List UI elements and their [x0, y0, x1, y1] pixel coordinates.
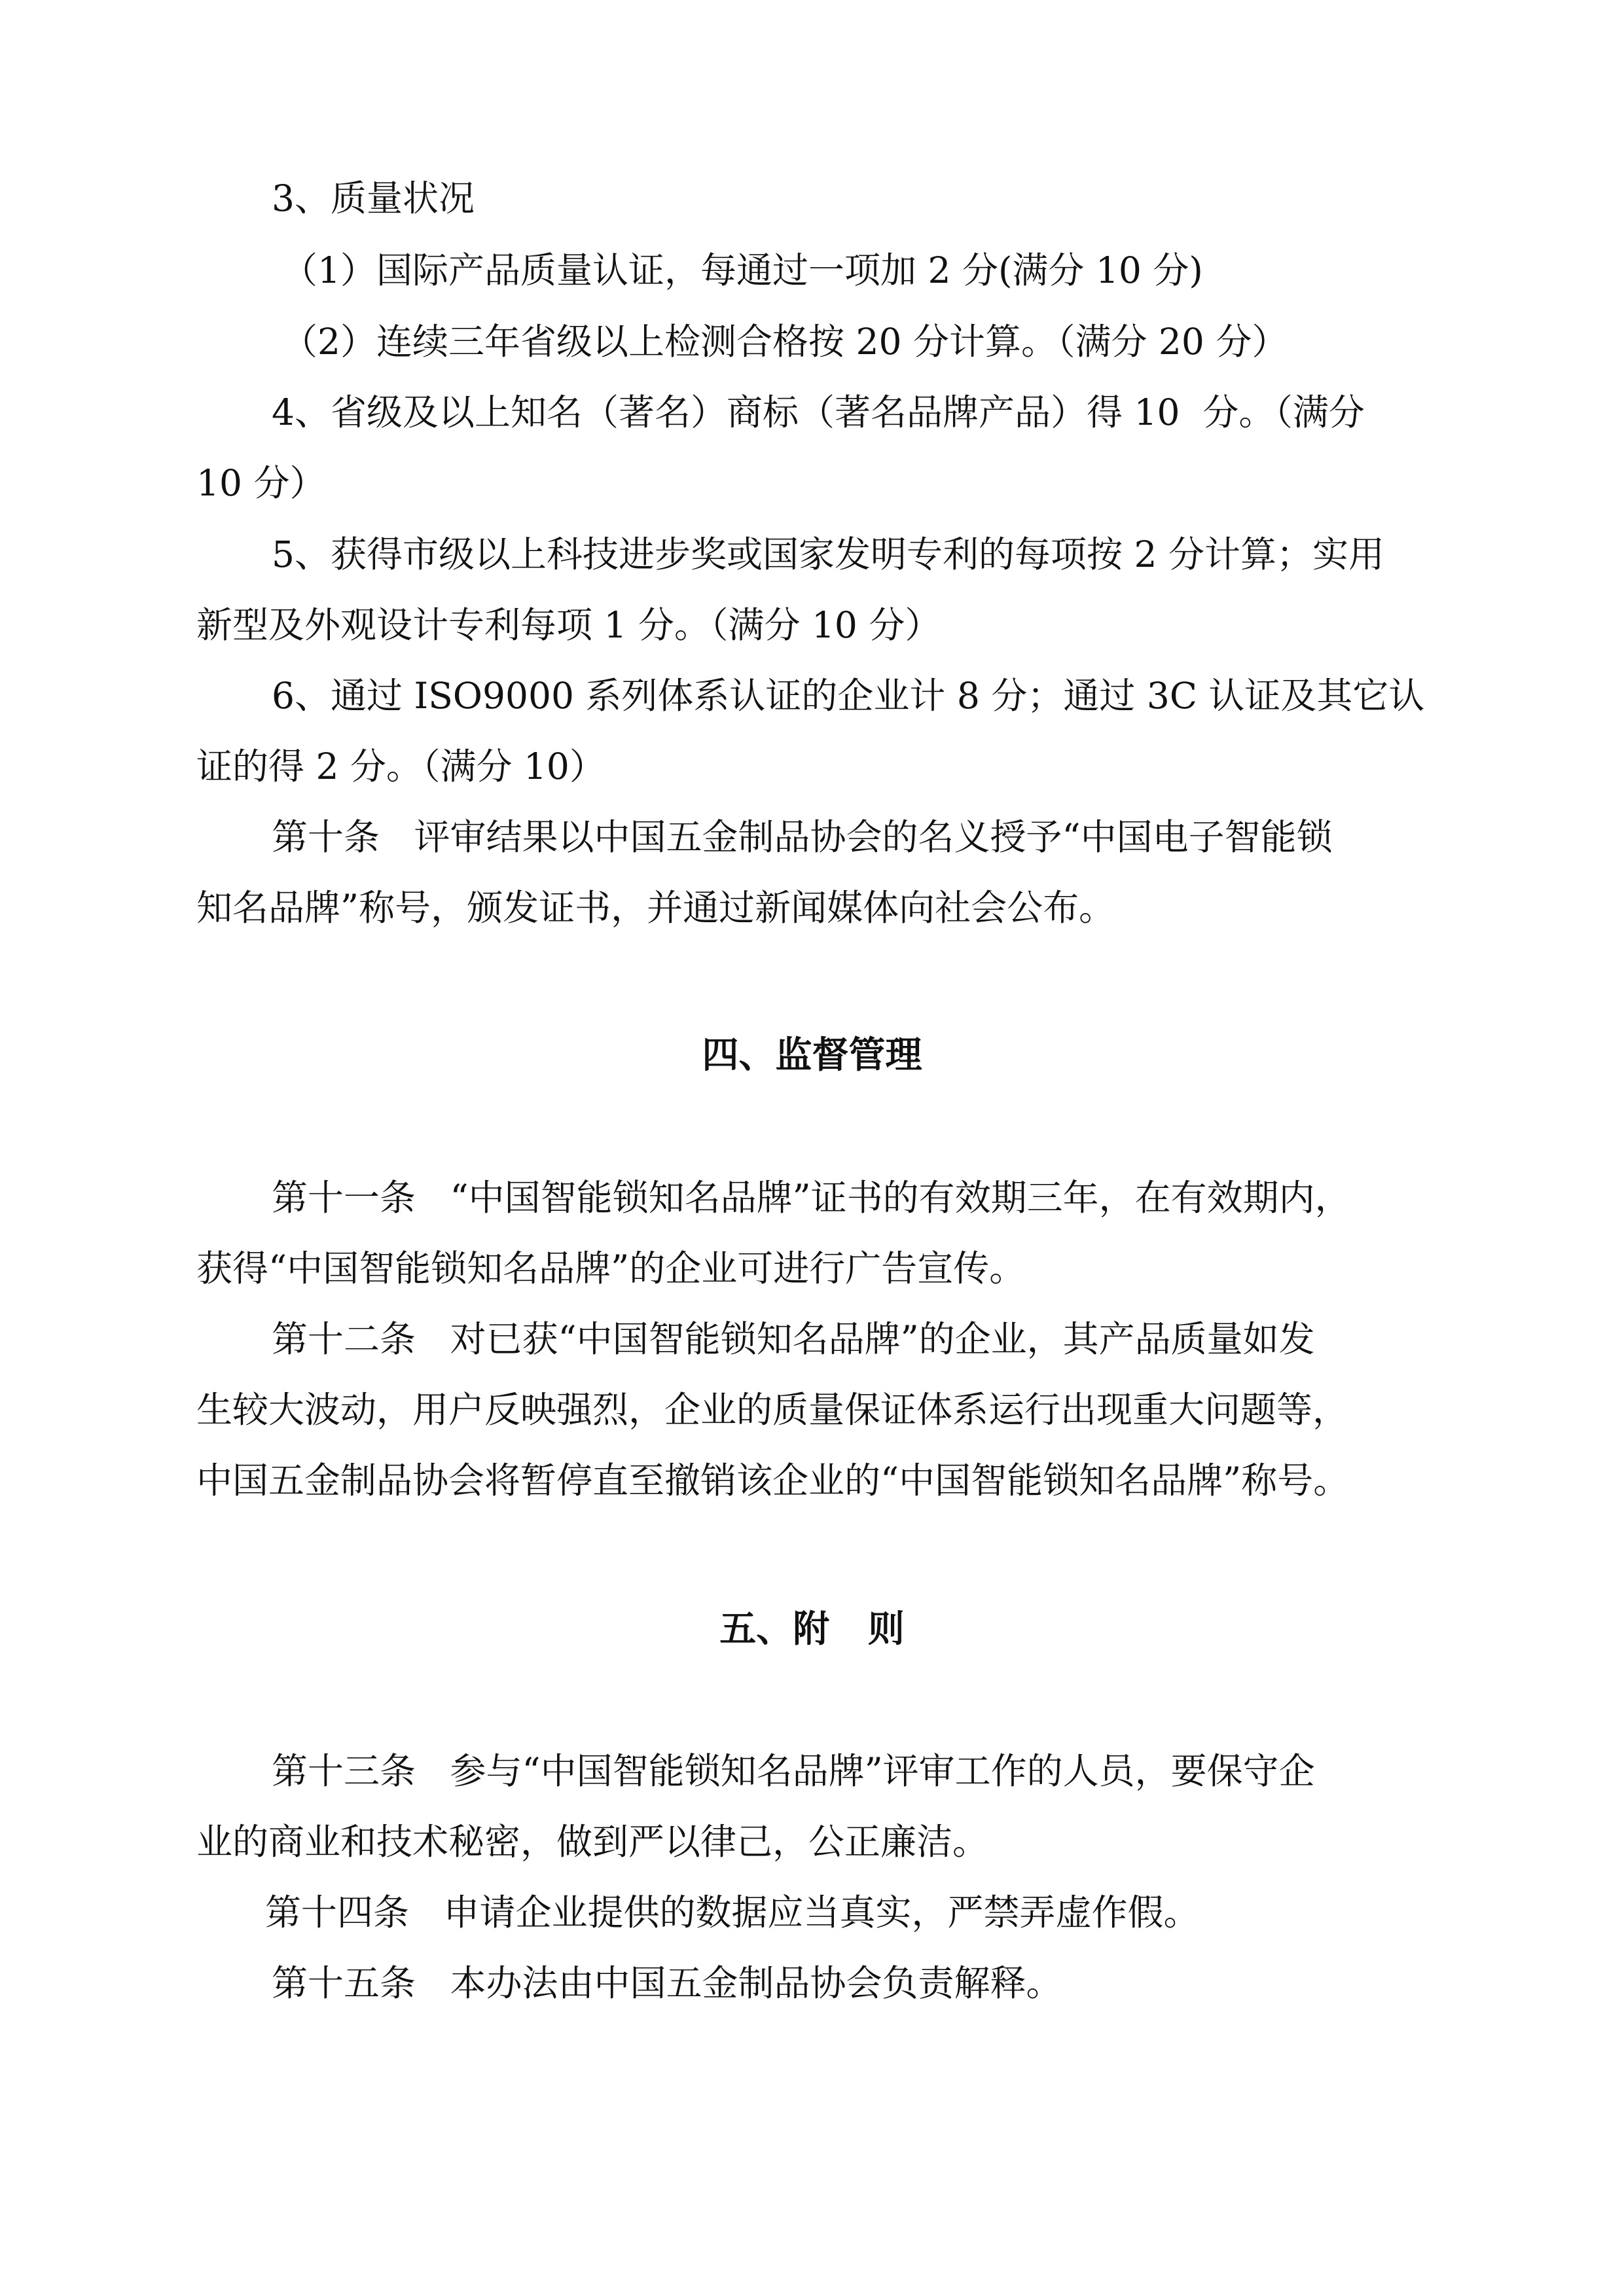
article-10-line-2: 知名品牌”称号，颁发证书，并通过新闻媒体向社会公布。: [196, 887, 1115, 929]
article-15: 第十五条 本办法由中国五金制品协会负责解释。: [272, 1962, 1062, 2004]
article-11-line-2: 获得“中国智能锁知名品牌”的企业可进行广告宣传。: [196, 1247, 1026, 1289]
item-6-line-1: 6、通过 ISO9000 系列体系认证的企业计 8 分；通过 3C 认证及其它认: [272, 675, 1425, 717]
item-5-line-1: 5、获得市级以上科技进步奖或国家发明专利的每项按 2 分计算；实用: [272, 533, 1384, 575]
article-12-line-2: 生较大波动，用户反映强烈，企业的质量保证体系运行出现重大问题等，: [196, 1389, 1349, 1431]
article-10-line-1: 第十条 评审结果以中国五金制品协会的名义授予“中国电子智能锁: [272, 816, 1333, 858]
item-6-line-2: 证的得 2 分。（满分 10）: [196, 745, 605, 787]
article-11-line-1: 第十一条 “中国智能锁知名品牌”证书的有效期三年，在有效期内，: [272, 1177, 1351, 1219]
article-14: 第十四条 申请企业提供的数据应当真实，严禁弄虚作假。: [265, 1892, 1200, 1933]
item-4-line-2: 10 分）: [196, 462, 326, 504]
article-13-line-1: 第十三条 参与“中国智能锁知名品牌”评审工作的人员，要保守企: [272, 1750, 1315, 1792]
section-heading-appendix: 五、附 则: [719, 1608, 905, 1651]
article-12-line-1: 第十二条 对已获“中国智能锁知名品牌”的企业，其产品质量如发: [272, 1318, 1315, 1360]
article-12-line-3: 中国五金制品协会将暂停直至撤销该企业的“中国智能锁知名品牌”称号。: [196, 1460, 1350, 1501]
section-heading-supervision: 四、监督管理: [702, 1034, 922, 1077]
article-13-line-2: 业的商业和技术秘密，做到严以律己，公正廉洁。: [196, 1821, 989, 1863]
item-5-line-2: 新型及外观设计专利每项 1 分。（满分 10 分）: [196, 604, 941, 646]
quality-item-2: （2）连续三年省级以上检测合格按 20 分计算。（满分 20 分）: [281, 321, 1288, 363]
quality-item-1: （1）国际产品质量认证，每通过一项加 2 分(满分 10 分): [281, 249, 1203, 291]
quality-title: 3、质量状况: [272, 177, 475, 219]
item-4-line-1: 4、省级及以上知名（著名）商标（著名品牌产品）得 10 分。（满分: [272, 391, 1365, 433]
